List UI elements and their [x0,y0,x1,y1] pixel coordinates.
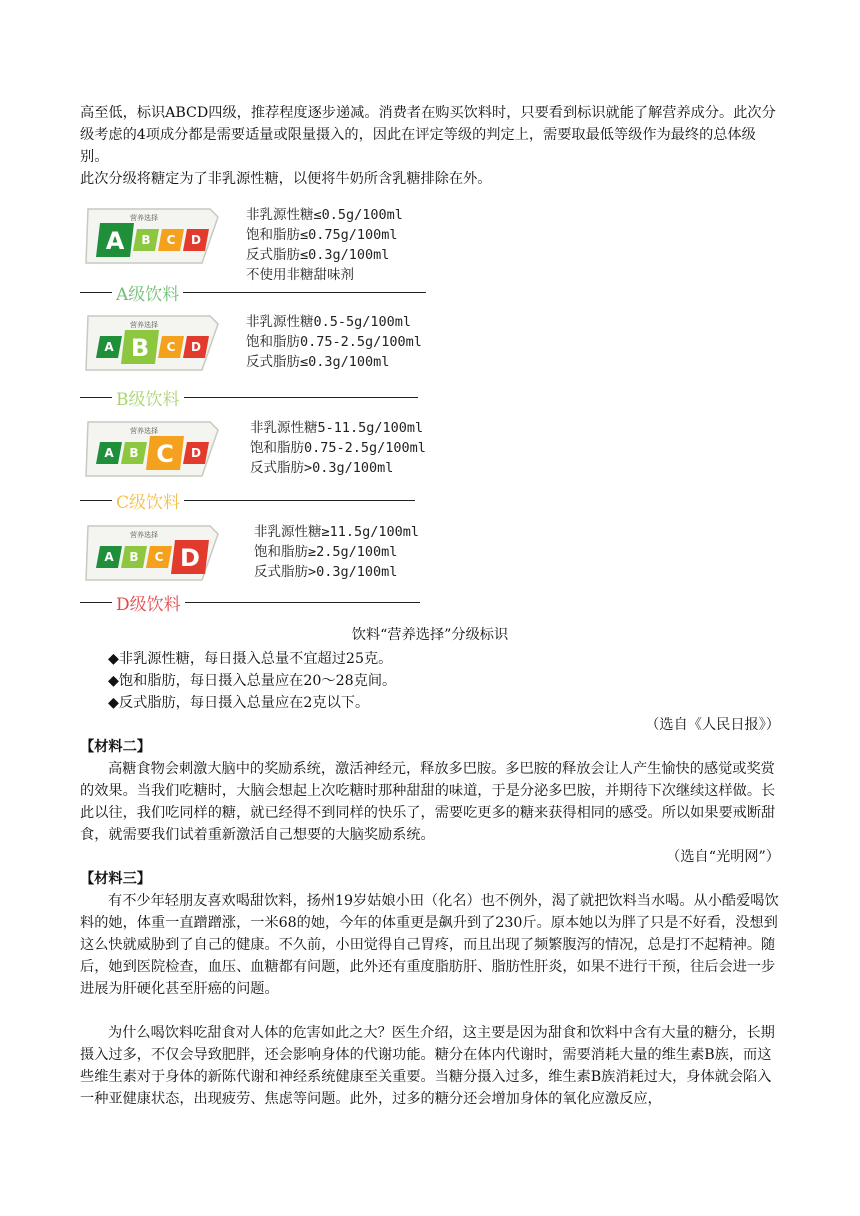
nutrition-grade-badge [82,205,222,269]
figure-caption: 饮料“营养选择”分级标识 [351,627,509,643]
nutrition-grade-badge [82,522,222,586]
grade-letter: A [104,446,114,460]
grade-label: A级饮料 [112,280,183,305]
grade-letter: D [191,340,201,354]
intro-line: 此次分级将糖定为了非乳源性糖，以便将牛奶所含乳糖排除在外。 [80,171,492,187]
section-heading: 【材料二】 [80,739,151,755]
criteria-line: 反式脂肪≤0.3g/100ml [246,247,390,263]
grade-criteria [250,418,426,478]
bullet-item: ◆非乳源性糖，每日摄入总量不宜超过25克。 [108,651,393,667]
grade-letter: C [156,440,174,468]
grade-letter: B [141,233,151,247]
grade-label: C级饮料 [112,488,184,513]
badge-title: 营养选择 [130,531,158,539]
criteria-line: 非乳源性糖≥11.5g/100ml [254,524,420,540]
body-paragraph: 为什么喝饮料吃甜食对人体的危害如此之大？医生介绍，这主要是因为甜食和饮料中含有大量的糖分，长期摄入过多，不仅会导致肥胖，还会影响身体的代谢功能。糖分在体内代谢时，需要消耗大量的维生素B族，而这些维生素对于身体的新陈代谢和神经系统健康至关重要。当糖分摄入过多，维生素B族消耗过大，身体就会陷入一种亚健康状态，出现疲劳、焦虑等问题。此外，过多的糖分还会增加身体的氧化应激反应， [80,1025,775,1107]
grade-letter: B [130,334,150,362]
criteria-line: 反式脂肪>0.3g/100ml [254,564,398,580]
source-citation: （选自“光明网”） [666,849,780,865]
grade-label: D级饮料 [112,590,185,615]
nutrition-grade-badge [82,312,222,376]
grade-letter: C [166,233,176,247]
criteria-line: 饱和脂肪≤0.75g/100ml [246,227,398,243]
grade-criteria [246,205,403,285]
grade-letter: C [154,550,164,564]
criteria-line: 饱和脂肪0.75-2.5g/100ml [246,334,422,350]
criteria-line: 非乳源性糖0.5-5g/100ml [246,314,412,330]
grade-letter: B [129,550,139,564]
grade-letter: A [104,550,114,564]
grade-letter: A [105,227,125,255]
criteria-line: 不使用非糖甜味剂 [246,267,354,283]
grade-letter: D [191,233,201,247]
body-paragraph: 有不少年轻朋友喜欢喝甜饮料，扬州19岁姑娘小田（化名）也不例外，渴了就把饮料当水喝。从小酷爱喝饮料的她，体重一直蹭蹭涨，一米68的她，今年的体重更是飙升到了230斤。原本她以为胖了只是不好看，没想到这么快就威胁到了自己的健康。不久前，小田觉得自己胃疼，而且出现了频繁腹泻的情况，总是打不起精神。随后，她到医院检查，血压、血糖都有问题，此外还有重度脂肪肝、脂肪性肝炎，如果不进行干预，往后会进一步进展为肝硬化甚至肝癌的问题。 [80,893,779,997]
nutrition-grade-badge [82,418,222,482]
badge-title: 营养选择 [130,427,158,435]
source-citation: （选自《人民日报》） [645,717,780,733]
criteria-line: 饱和脂肪≥2.5g/100ml [254,544,398,560]
bullet-item: ◆饱和脂肪，每日摄入总量应在20～28克间。 [108,673,397,689]
body-paragraph: 高糖食物会刺激大脑中的奖励系统，激活神经元，释放多巴胺。多巴胺的释放会让人产生愉快的感觉或奖赏的效果。当我们吃糖时，大脑会想起上次吃糖时那种甜甜的味道，于是分泌多巴胺，并期待下次继续这样做。长此以往，我们吃同样的糖，就已经得不到同样的快乐了，需要吃更多的糖来获得相同的感受。所以如果要戒断甜食，就需要我们试着重新激活自己想要的大脑奖励系统。 [80,761,776,843]
criteria-line: 反式脂肪≤0.3g/100ml [246,354,390,370]
grade-letter: D [180,544,200,572]
criteria-line: 饱和脂肪0.75-2.5g/100ml [250,440,426,456]
grade-label: B级饮料 [112,385,184,410]
grade-letter: A [104,340,114,354]
grade-letter: D [191,446,201,460]
bullet-item: ◆反式脂肪，每日摄入总量应在2克以下。 [108,695,370,711]
grade-criteria [246,312,422,372]
grade-criteria [254,522,419,582]
section-heading: 【材料三】 [80,871,151,887]
criteria-line: 反式脂肪>0.3g/100ml [250,460,394,476]
criteria-line: 非乳源性糖≤0.5g/100ml [246,207,403,223]
criteria-line: 非乳源性糖5-11.5g/100ml [250,420,424,436]
grade-letter: B [129,446,139,460]
badge-title: 营养选择 [130,321,158,329]
badge-title: 营养选择 [130,214,158,222]
grade-letter: C [166,340,176,354]
intro-paragraph: 高至低，标识ABCD四级，推荐程度逐步递减。消费者在购买饮料时，只要看到标识就能了解营养成分。此次分级考虑的4项成分都是需要适量或限量摄入的，因此在评定等级的判定上，需要取最低等级作为最终的总体级别。 [80,105,776,165]
